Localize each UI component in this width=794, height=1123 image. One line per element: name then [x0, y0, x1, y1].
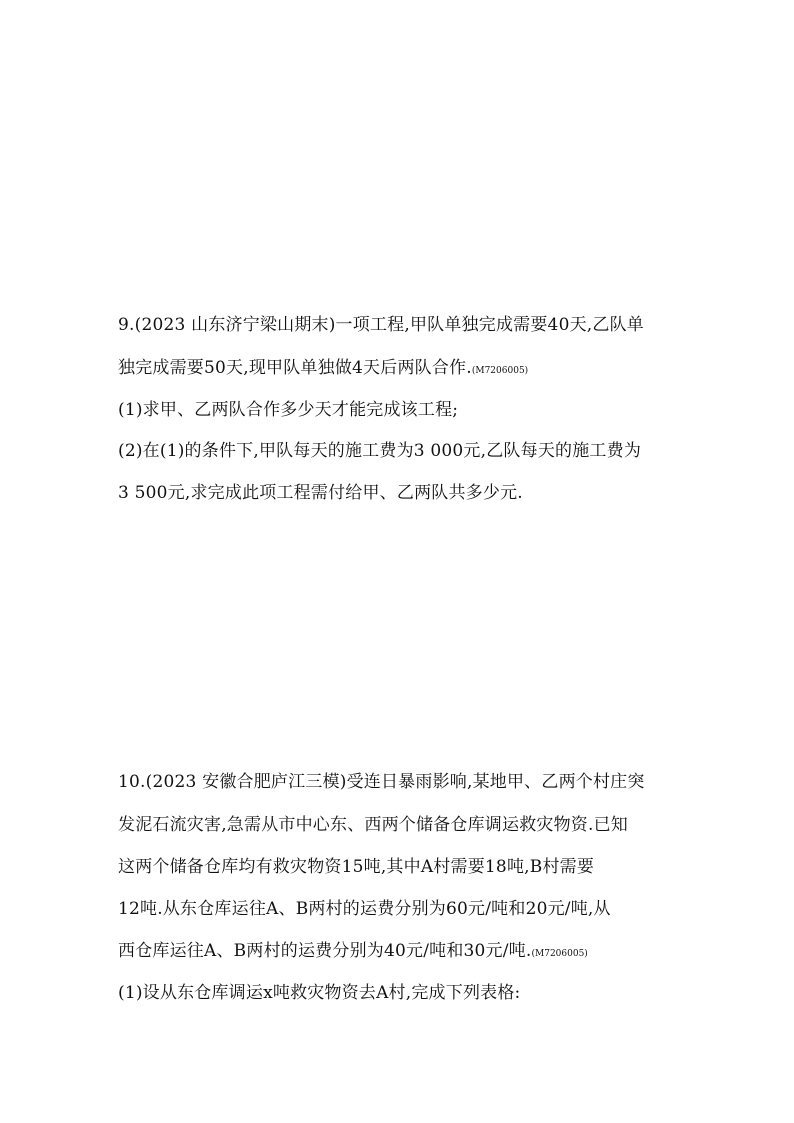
problem-9-question-1: (1)求甲、乙两队合作多少天才能完成该工程;	[118, 400, 459, 420]
problem-9-line-1: 9.(2023 山东济宁梁山期末)一项工程,甲队单独完成需要40天,乙队单	[118, 315, 644, 335]
problem-9-line-2	[118, 357, 528, 382]
problem-9-code: (M7206005)	[471, 366, 529, 376]
problem-10-question-1: (1)设从东仓库调运x吨救灾物资去A村,完成下列表格:	[118, 983, 521, 1003]
problem-10-line-4: 12吨.从东仓库运往A、B两村的运费分别为60元/吨和20元/吨,从	[118, 899, 611, 919]
problem-9-line-5: 3 500元,求完成此项工程需付给甲、乙两队共多少元.	[118, 483, 523, 503]
problem-10-line-5-text: 西仓库运往A、B两村的运费分别为40元/吨和30元/吨.	[118, 941, 532, 961]
problem-9-line-2-text: 独完成需要50天,现甲队单独做4天后两队合作.	[118, 358, 472, 378]
problem-10-code: (M7206005)	[531, 949, 588, 959]
problem-10-line-2: 发泥石流灾害,急需从市中心东、西两个储备仓库调运救灾物资.已知	[118, 815, 629, 835]
problem-10-line-5	[118, 940, 588, 965]
problem-9-question-2: (2)在(1)的条件下,甲队每天的施工费为3 000元,乙队每天的施工费为	[118, 441, 642, 461]
problem-10-line-3: 这两个储备仓库均有救灾物资15吨,其中A村需要18吨,B村需要	[118, 857, 595, 877]
problem-10-line-1: 10.(2023 安徽合肥庐江三模)受连日暴雨影响,某地甲、乙两个村庄突	[118, 772, 645, 792]
